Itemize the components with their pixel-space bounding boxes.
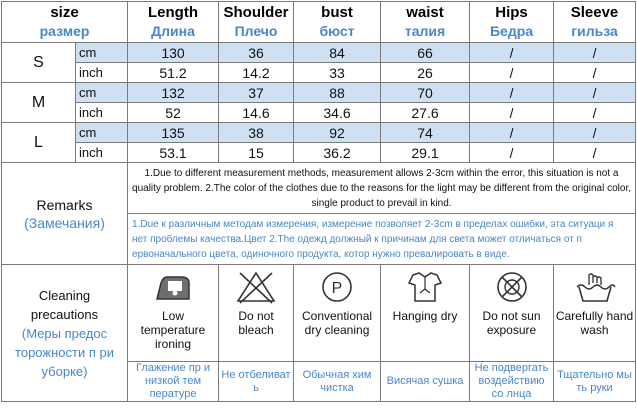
size-l-cm-row (2, 123, 636, 143)
care-label-ru: Не отбеливат ь (219, 362, 294, 402)
header-shoulder (219, 2, 294, 43)
header-sleeve (554, 2, 636, 43)
size-m-inch-row (2, 103, 636, 123)
header-length-ru: Длина (151, 23, 195, 39)
hips-value: / (470, 43, 554, 63)
length-value: 52 (128, 103, 219, 123)
care-label-en: Do not sun exposure (482, 309, 541, 337)
header-bust-en: bust (321, 4, 353, 21)
header-waist (381, 2, 470, 43)
header-row (2, 2, 636, 43)
header-shoulder-ru: Плечо (234, 23, 278, 39)
unit-label: cm (76, 123, 128, 143)
care-label-en: Low temperature ironing (140, 309, 206, 351)
size-l-inch-row (2, 143, 636, 163)
unit-label: cm (76, 83, 128, 103)
no-bleach-icon (234, 269, 278, 305)
care-label-en: Do not bleach (238, 309, 274, 337)
sleeve-value: / (554, 43, 636, 63)
size-label: M (2, 83, 76, 123)
svg-text:P: P (331, 280, 343, 297)
remarks-title-en: Remarks (36, 196, 93, 213)
care-item-hanging-dry (381, 265, 470, 362)
length-value: 132 (128, 83, 219, 103)
cleaning-title-en-1: Cleaning (38, 287, 91, 303)
header-length (128, 2, 219, 43)
cleaning-title (2, 265, 128, 402)
hanging-dry-icon (403, 269, 447, 305)
waist-value: 29.1 (381, 143, 470, 163)
remarks-text-ru: 1.Due к различным методам измерения, измерение позволяет 2-3cm в пределах ошибки, эта ситуаци я нет проблемы качества.Цвет 2.The одежд должный к причинам для света может отличаться от п ервоначального цвета, одиночного продукта, котор нужно превалировать в виде. (128, 214, 636, 265)
header-size (2, 2, 128, 43)
size-s-cm-row (2, 43, 636, 63)
sleeve-value: / (554, 123, 636, 143)
length-value: 130 (128, 43, 219, 63)
waist-value: 70 (381, 83, 470, 103)
hips-value: / (470, 143, 554, 163)
care-label-ru: Висячая сушка (381, 362, 470, 402)
remarks-title-ru: (Замечания) (24, 214, 105, 231)
header-hips-ru: Бедра (489, 23, 534, 39)
cleaning-icons-row (2, 265, 636, 362)
unit-label: inch (76, 63, 128, 83)
care-label-en: Conventional dry cleaning (301, 309, 373, 337)
care-label-ru: Не подвергать воздействию со лнца (470, 362, 554, 402)
waist-value: 26 (381, 63, 470, 83)
header-size-en: size (50, 4, 79, 21)
header-hips-en: Hips (495, 4, 528, 21)
shoulder-value: 37 (219, 83, 294, 103)
sleeve-value: / (554, 103, 636, 123)
size-chart-table (1, 1, 636, 402)
header-shoulder-en: Shoulder (223, 4, 289, 21)
length-value: 135 (128, 123, 219, 143)
care-item-sun (470, 265, 554, 362)
header-bust (294, 2, 381, 43)
header-size-ru: размер (39, 23, 90, 39)
care-label-ru: Глажение пр и низкой тем пературе (128, 362, 219, 402)
size-m-cm-row (2, 83, 636, 103)
hips-value: / (470, 63, 554, 83)
remarks-text-en: 1.Due to different measurement methods, measurement allows 2-3cm within the error, this situation is not a quality problem. 2.The color of the clothes due to the reasons for the light may be different from the original color, single product to prevail in kind. (128, 163, 636, 214)
header-waist-ru: талия (404, 23, 446, 39)
header-sleeve-ru: гильза (571, 23, 618, 39)
bust-value: 88 (294, 83, 381, 103)
unit-label: inch (76, 103, 128, 123)
hips-value: / (470, 123, 554, 143)
low-temperature-iron-icon (151, 269, 195, 305)
care-label-ru: Обычная хим чистка (294, 362, 381, 402)
waist-value: 27.6 (381, 103, 470, 123)
sleeve-value: / (554, 83, 636, 103)
header-length-en: Length (148, 4, 199, 21)
size-label: S (2, 43, 76, 83)
unit-label: cm (76, 43, 128, 63)
cleaning-title-en-2: precautions (30, 306, 99, 322)
care-item-ironing (128, 265, 219, 362)
cleaning-title-ru: (Меры предос торожности п ри уборке) (15, 325, 114, 379)
length-value: 51.2 (128, 63, 219, 83)
hand-wash-icon (573, 269, 617, 305)
bust-value: 84 (294, 43, 381, 63)
hips-value: / (470, 83, 554, 103)
size-s-inch-row (2, 63, 636, 83)
waist-value: 66 (381, 43, 470, 63)
shoulder-value: 36 (219, 43, 294, 63)
care-label-ru: Тщательно мы ть руки (554, 362, 636, 402)
shoulder-value: 14.2 (219, 63, 294, 83)
care-label-en: Hanging dry (392, 309, 458, 323)
header-waist-en: waist (406, 4, 444, 21)
header-hips (470, 2, 554, 43)
length-value: 53.1 (128, 143, 219, 163)
header-sleeve-en: Sleeve (570, 4, 619, 21)
shoulder-value: 15 (219, 143, 294, 163)
header-bust-ru: бюст (319, 23, 355, 39)
care-item-bleach (219, 265, 294, 362)
bust-value: 33 (294, 63, 381, 83)
remarks-en-row (2, 163, 636, 214)
shoulder-value: 14.6 (219, 103, 294, 123)
no-sun-exposure-icon (490, 269, 534, 305)
bust-value: 34.6 (294, 103, 381, 123)
unit-label: inch (76, 143, 128, 163)
hips-value: / (470, 103, 554, 123)
waist-value: 74 (381, 123, 470, 143)
sleeve-value: / (554, 143, 636, 163)
remarks-title (2, 163, 128, 265)
care-item-dry-clean (294, 265, 381, 362)
bust-value: 36.2 (294, 143, 381, 163)
bust-value: 92 (294, 123, 381, 143)
shoulder-value: 38 (219, 123, 294, 143)
dry-clean-icon (315, 269, 359, 305)
sleeve-value: / (554, 63, 636, 83)
size-label: L (2, 123, 76, 163)
care-item-hand-wash (554, 265, 636, 362)
care-label-en: Carefully hand wash (555, 309, 634, 337)
